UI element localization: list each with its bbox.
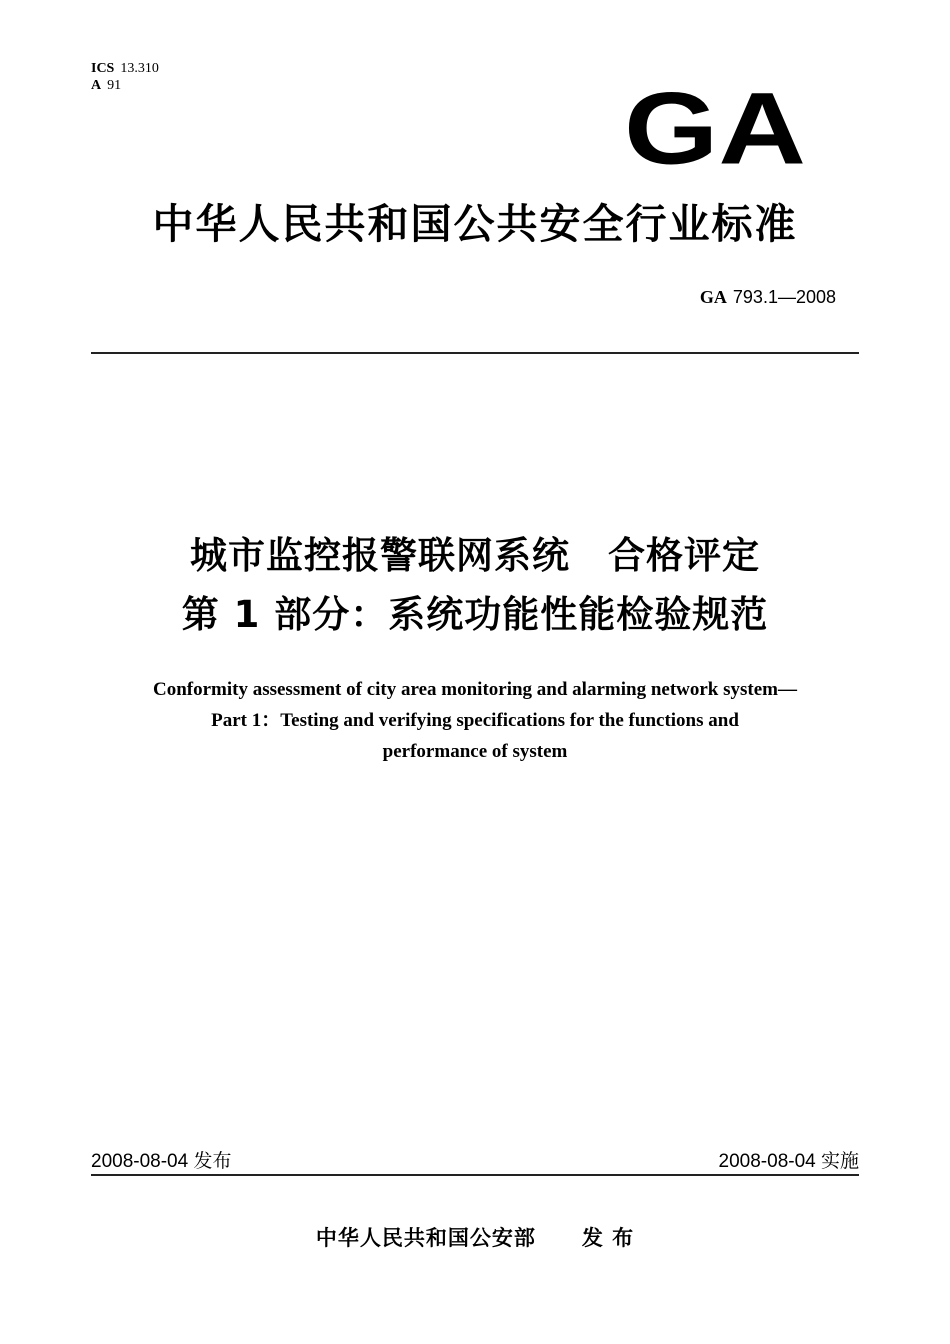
ccs-code: 91 [107,78,122,93]
footer-divider [91,1174,859,1176]
header-divider [91,352,859,354]
standard-number-code: 793.1—2008 [732,287,836,307]
ics-label: ICS [91,61,115,76]
ga-logo-text: GA [624,70,806,170]
ccs-line [91,77,159,94]
title-en-line1: Conformity assessment of city area monitoring and alarming network system— [152,679,797,700]
ccs-label: A [91,78,102,93]
title-en [0,674,950,767]
standard-number [700,287,836,308]
title-en-line2: Part 1：Testing and verifying specifications for the functions and [211,710,739,731]
standard-category-title: 中华人民共和国公共安全行业标准 [152,200,798,248]
issuer-action: 发 布 [581,1226,635,1250]
title-cn-line2: 第 1 部分：系统功能性能检验规范 [181,593,769,636]
implementation-date: 2008-08-04 实施 [718,1151,859,1172]
standard-number-prefix: GA [699,287,727,307]
ga-logo [622,66,808,170]
title-cn-line1: 城市监控报警联网系统 合格评定 [190,534,760,577]
classification-codes [91,60,159,94]
title-en-line3: performance of system [382,741,568,762]
ics-line [91,60,159,77]
issuer-name: 中华人民共和国公安部 [315,1226,536,1250]
issue-date: 2008-08-04 发布 [91,1151,232,1172]
issuer [0,1222,950,1252]
ics-code: 13.310 [120,61,159,76]
